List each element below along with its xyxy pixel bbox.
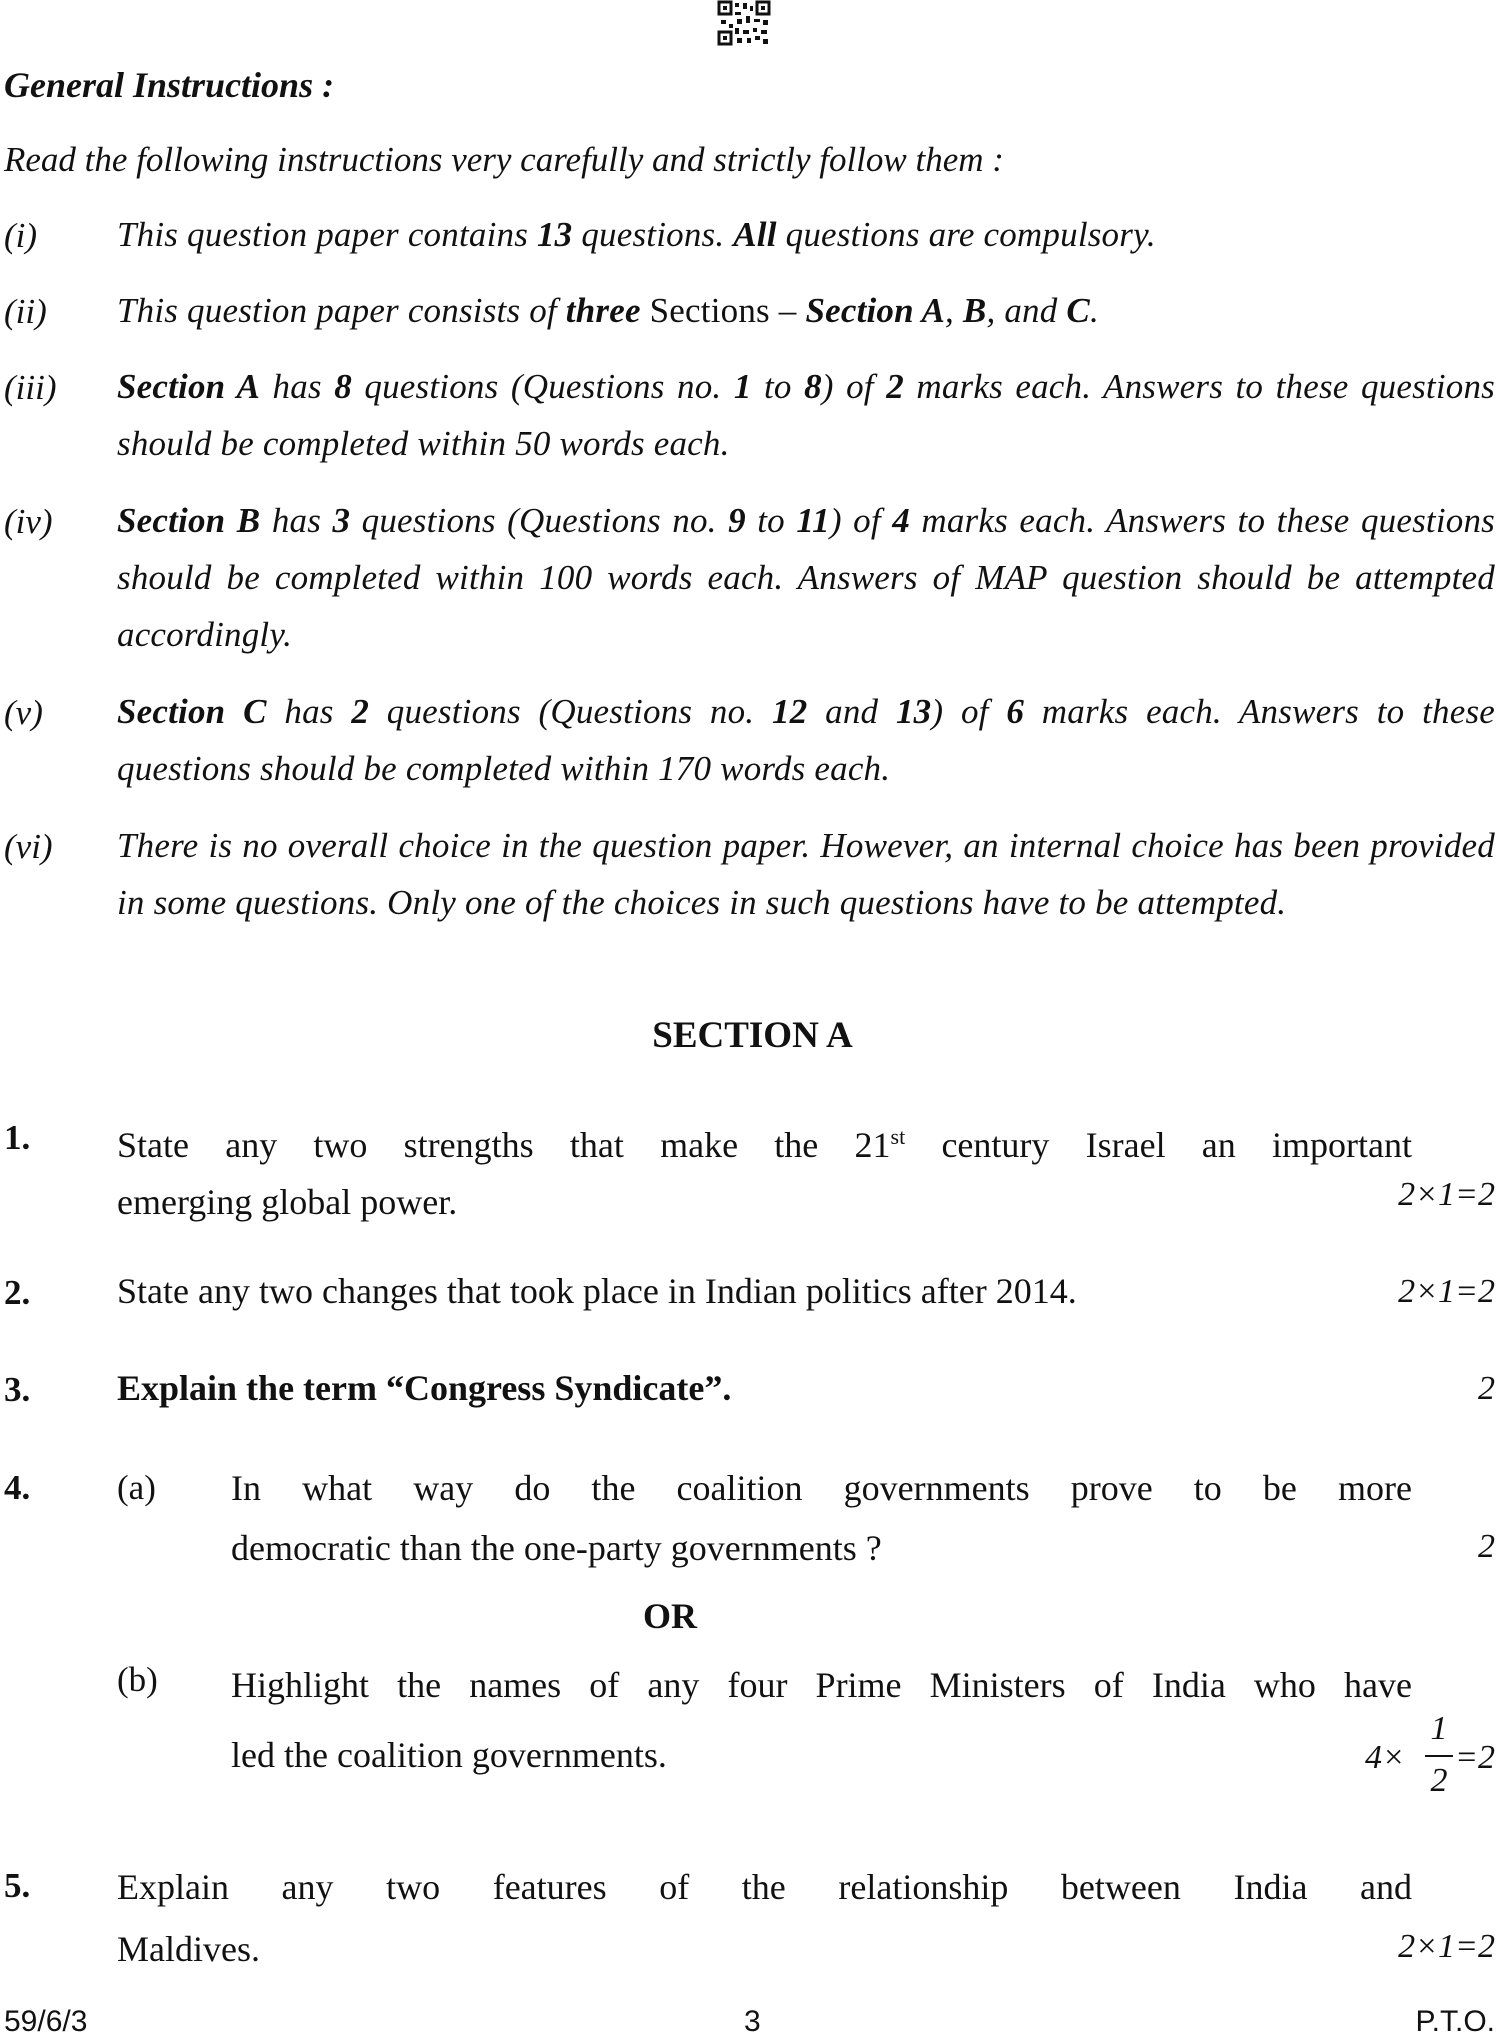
fraction-denominator: 2 xyxy=(1430,1762,1448,1799)
paper-code: 59/6/3 xyxy=(4,2005,88,2038)
or-separator: OR xyxy=(643,1596,697,1636)
section-title: SECTION A xyxy=(652,1015,853,1056)
instruction-text: Section B has 3 questions (Questions no. 9 to 11) of 4 marks each. Answers to these questions should be completed within 100 words each. Answers of MAP question should be attempted accordingly. xyxy=(117,501,1495,654)
question-number: 4. xyxy=(4,1468,31,1507)
instruction-number: (v) xyxy=(4,693,43,732)
marks-label: 2×1=2 xyxy=(1398,1928,1495,1965)
instruction-text: Section A has 8 questions (Questions no. 1 to 8) of 2 marks each. Answers to these questions should be completed within 50 words each. xyxy=(117,367,1495,463)
marks-label: 2 xyxy=(1478,1370,1495,1407)
option-text: Highlight the names of any four Prime Ministers of India who have led the coalition governments. xyxy=(231,1665,1412,1775)
marks-label: 2×1=2 xyxy=(1398,1176,1495,1213)
instruction-text: There is no overall choice in the question paper. However, an internal choice has been provided in some questions. Only one of the choices in such questions have to be attempted. xyxy=(117,826,1495,922)
question-text: State any two strengths that make the 21st century Israel an important emerging global power. xyxy=(117,1124,1412,1222)
general-instructions-heading: General Instructions : xyxy=(4,65,335,105)
question-number: 5. xyxy=(4,1866,31,1905)
qr-code-icon xyxy=(717,0,771,46)
marks-label: 2 xyxy=(1478,1528,1495,1565)
option-text: In what way do the coalition governments prove to be more democratic than the one-party governments ? xyxy=(231,1468,1412,1568)
question-text: Explain any two features of the relationship between India and Maldives. xyxy=(117,1867,1412,1969)
instruction-text: This question paper consists of three Sections – Section A, B, and C. xyxy=(117,291,1099,330)
fraction-marks xyxy=(1365,1712,1495,1802)
instruction-number: (iv) xyxy=(4,502,53,541)
instruction-number: (vi) xyxy=(4,827,53,866)
question-number: 1. xyxy=(4,1118,31,1157)
fraction-numerator: 1 xyxy=(1430,1710,1448,1747)
question-text: Explain the term “Congress Syndicate”. xyxy=(117,1368,732,1408)
instructions-intro: Read the following instructions very carefully and strictly follow them : xyxy=(4,140,1004,179)
option-label: (a) xyxy=(117,1468,156,1507)
pto-label: P.T.O. xyxy=(1415,2005,1495,2038)
marks-label: 2×1=2 xyxy=(1398,1273,1495,1310)
instruction-number: (iii) xyxy=(4,368,57,407)
instruction-number: (ii) xyxy=(4,292,47,331)
question-number: 2. xyxy=(4,1273,31,1312)
marks-suffix: =2 xyxy=(1455,1739,1495,1776)
question-number: 3. xyxy=(4,1370,31,1409)
question-text: State any two changes that took place in Indian politics after 2014. xyxy=(117,1271,1077,1311)
option-label: (b) xyxy=(117,1660,158,1699)
instruction-text: Section C has 2 questions (Questions no. 12 and 13) of 6 marks each. Answers to these questions should be completed within 170 words each. xyxy=(117,692,1496,788)
instruction-number: (i) xyxy=(4,216,38,255)
marks-prefix: 4× xyxy=(1365,1739,1405,1776)
fraction-bar xyxy=(1425,1755,1453,1757)
page-number: 3 xyxy=(744,2005,761,2038)
instruction-text: This question paper contains 13 questions. All questions are compulsory. xyxy=(117,215,1156,254)
